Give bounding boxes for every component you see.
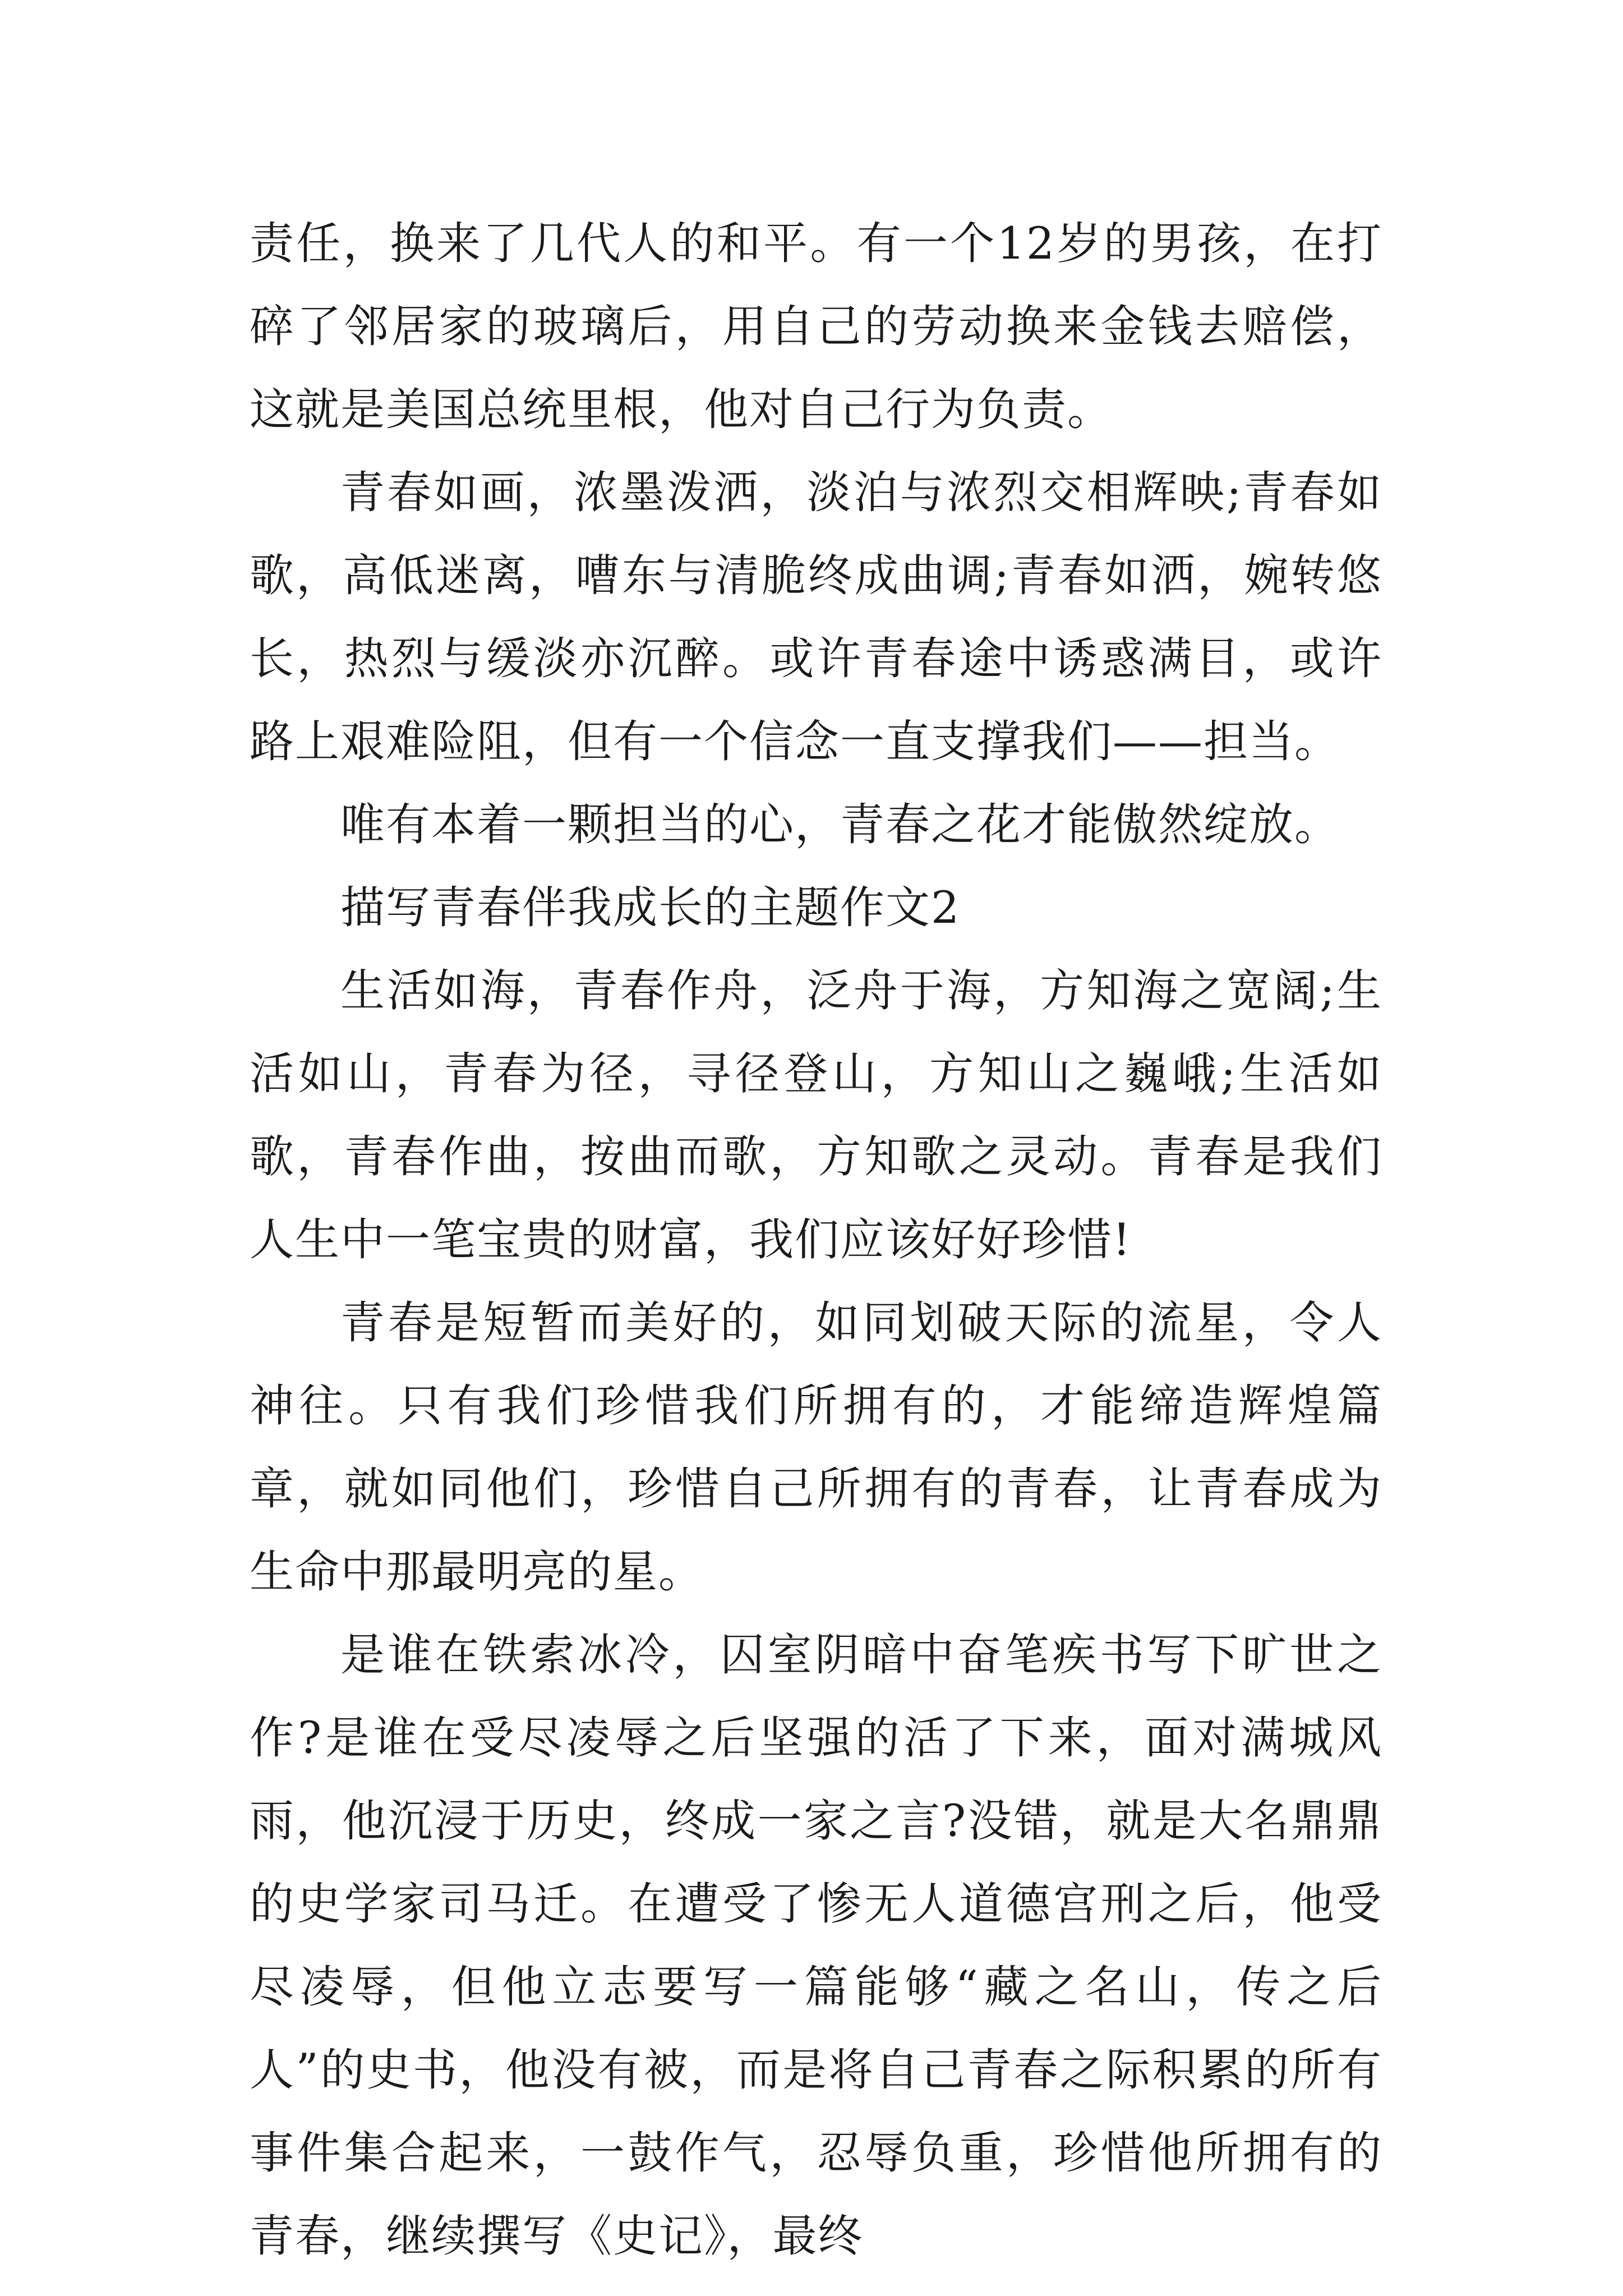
paragraph: 唯有本着一颗担当的心，青春之花才能傲然绽放。 bbox=[340, 799, 1340, 850]
paragraph: 是谁在铁索冰冷，囚室阴暗中奋笔疾书写下旷世之作?是谁在受尽凌辱之后坚强的活了下来，面对满城风雨，他沉浸于历史，终成一家之言?没错，就是大名鼎鼎的史学家司马迁。在遭受了惨无人道德宫刑之后，他受尽凌辱，但他立志要写一篇能够“藏之名山，传之后人”的史书，他没有被，而是将自己青春之际积累的所有事件集合起来，一鼓作气，忍辱负重，珍惜他所拥有的青春，继续撰写《史记》，最终 bbox=[250, 1629, 1382, 2262]
paragraph: 生活如海，青春作舟，泛舟于海，方知海之宽阔;生活如山，青春为径，寻径登山，方知山之巍峨;生活如歌，青春作曲，按曲而歌，方知歌之灵动。青春是我们人生中一笔宝贵的财富，我们应该好好珍惜! bbox=[250, 965, 1382, 1266]
section-heading: 描写青春伴我成长的主题作文2 bbox=[340, 882, 961, 933]
paragraph: 青春如画，浓墨泼洒，淡泊与浓烈交相辉映;青春如歌，高低迷离，嘈东与清脆终成曲调;青春如洒，婉转悠长，热烈与缓淡亦沉醉。或许青春途中诱惑满目，或许路上艰难险阻，但有一个信念一直支撑我们——担当。 bbox=[250, 467, 1382, 767]
paragraph: 青春是短暂而美好的，如同划破天际的流星，令人神往。只有我们珍惜我们所拥有的，才能缔造辉煌篇章，就如同他们，珍惜自己所拥有的青春，让青春成为生命中那最明亮的星。 bbox=[250, 1297, 1382, 1598]
document-body bbox=[250, 202, 1382, 2277]
paragraph-continuation: 责任，换来了几代人的和平。有一个12岁的男孩，在打碎了邻居家的玻璃后，用自己的劳动换来金钱去赔偿，这就是美国总统里根，他对自己行为负责。 bbox=[250, 218, 1382, 435]
